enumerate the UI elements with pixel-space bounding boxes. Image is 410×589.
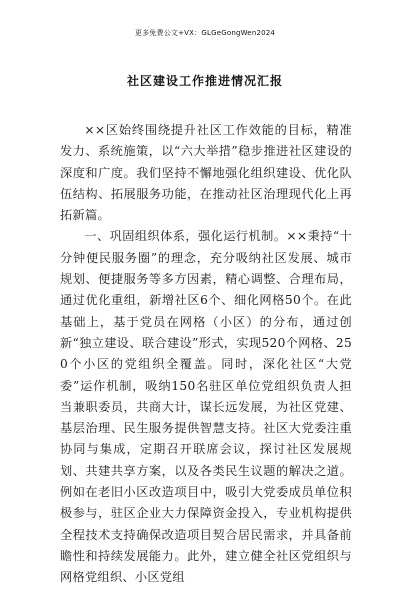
- header-note: 更多免费公文+VX：GLGeGongWen2024: [134, 29, 276, 37]
- page-title: 社区建设工作推进情况汇报: [126, 74, 283, 88]
- document-body: [60, 120, 352, 589]
- paragraph-section-1: 一、巩固组织体系，强化运行机制。××秉持“十分钟便民服务圈”的理念，充分吸纳社区发展、城市规划、便捷服务等多方因素，精心调整、合理布局，通过优化重组，新增社区6个、细化网格50个。在此基础上，基于党员在网格（小区）的分布，通过创新“独立建设、联合建设”形式，实现520个网格、250个小区的党组织全覆盖。同时，深化社区“大党委”运作机制，吸纳150名驻区单位党组织负责人担当兼职委员，共商大计，谋长远发展，为社区党建、基层治理、民生服务提供智慧支持。社区大党委注重协同与集成，定期召开联席会议，探讨社区发展规划、共建共享方案，以及各类民生议题的解决之道。例如在老旧小区改造项目中，吸引大党委成员单位积极参与，驻区企业大力保障资金投入，专业机构提供全程技术支持确保改造项目契合居民需求，并具备前瞻性和持续发展能力。此外，建立健全社区党组织与网格党组织、小区党组: [60, 229, 352, 585]
- paragraph-intro: ××区始终围绕提升社区工作效能的目标，精准发力、系统施策，以“六大举措”稳步推进社区建设的深度和广度。我们坚持不懈地强化组织建设、优化队伍结构、拓展服务功能，在推动社区治理现代化上再拓新篇。: [60, 123, 352, 223]
